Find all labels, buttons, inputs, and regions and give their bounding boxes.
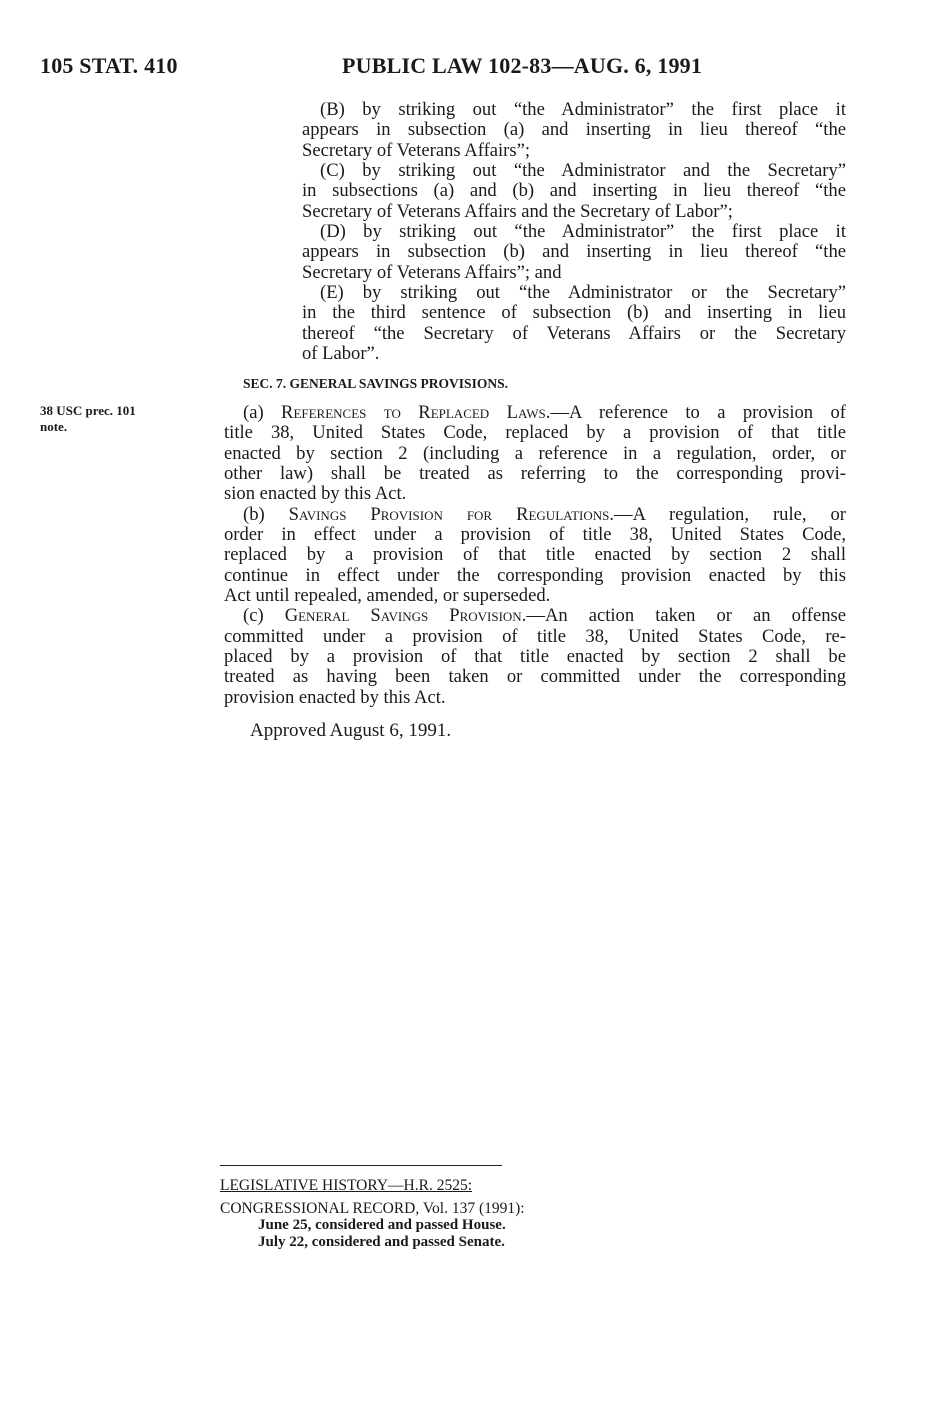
paragraph-heading: Savings Provision for Regulations. (288, 503, 615, 525)
history-entry: July 22, considered and passed Senate. (258, 1233, 505, 1250)
amendment-clauses (302, 100, 846, 364)
paragraph-line: committed under a provision of title 38, United States Code, re- (224, 625, 846, 647)
margin-note-line: 38 USC prec. 101 (40, 403, 136, 418)
paragraph-label: (b) (243, 503, 289, 525)
paragraph-first-line (224, 505, 846, 525)
approval-date: Approved August 6, 1991. (250, 720, 452, 741)
paragraph-first-line (224, 606, 846, 626)
paragraph-text: —A reference to a provision of (550, 402, 846, 423)
paragraph-line: order in effect under a provision of title 38, United States Code, (224, 524, 846, 546)
paragraph-line: replaced by a provision of that title enacted by section 2 shall (224, 544, 846, 566)
paragraph-first-line (224, 403, 846, 423)
margin-note (40, 403, 136, 435)
paragraph-text: —A regulation, rule, or (614, 503, 846, 525)
history-entry: June 25, considered and passed House. (258, 1217, 506, 1233)
amendment-line: Secretary of Veterans Affairs and the Secretary of Labor”; (302, 200, 733, 222)
congressional-record: CONGRESSIONAL RECORD, Vol. 137 (1991): (220, 1199, 525, 1217)
paragraph-line: continue in effect under the corresponding provision enacted by this (224, 564, 846, 586)
amendment-line: (E) by striking out “the Administrator or the Secretary” (320, 282, 846, 304)
page-title: PUBLIC LAW 102-83—AUG. 6, 1991 (342, 53, 703, 78)
paragraph-line: enacted by section 2 (including a reference in a regulation, order, or (224, 442, 846, 464)
legislative-history-title: LEGISLATIVE HISTORY—H.R. 2525: (220, 1177, 473, 1194)
section-heading: SEC. 7. GENERAL SAVINGS PROVISIONS. (243, 376, 508, 391)
amendment-line: in subsections (a) and (b) and inserting in lieu thereof “the (302, 180, 846, 202)
paragraph-line: Act until repealed, amended, or superseded. (224, 585, 551, 607)
paragraph-line: other law) shall be treated as referring to the corresponding provi- (224, 463, 846, 485)
paragraph-heading: References to Replaced Laws. (281, 402, 551, 423)
amendment-line: appears in subsection (a) and inserting in lieu thereof “the (302, 119, 846, 141)
amendment-line: of Labor”. (302, 343, 380, 365)
paragraph-heading: General Savings Provision. (284, 605, 527, 627)
paragraph-line: title 38, United States Code, replaced by a provision of that title (224, 422, 846, 444)
paragraph-text: —An action taken or an offense (526, 605, 847, 627)
amendment-line: thereof “the Secretary of Veterans Affairs or the Secretary (302, 322, 846, 344)
paragraph-line: sion enacted by this Act. (224, 483, 407, 505)
paragraph-line: treated as having been taken or committed under the corresponding (224, 666, 846, 688)
paragraph-line: provision enacted by this Act. (224, 686, 446, 708)
paragraph-label: (a) (243, 402, 282, 423)
amendment-line: (C) by striking out “the Administrator and the Secretary” (320, 160, 846, 182)
amendment-line: Secretary of Veterans Affairs”; (302, 139, 531, 161)
section-body (224, 403, 846, 708)
amendment-line: Secretary of Veterans Affairs”; and (302, 261, 562, 283)
amendment-line: in the third sentence of subsection (b) and inserting in lieu (302, 302, 846, 324)
margin-note-line: note. (40, 419, 68, 434)
legislative-history (220, 1178, 525, 1250)
amendment-line: (D) by striking out “the Administrator” the first place it (320, 221, 846, 243)
footnote-rule (220, 1165, 502, 1166)
paragraph-line: placed by a provision of that title enacted by section 2 shall be (224, 646, 846, 668)
amendment-line: (B) by striking out “the Administrator” the first place it (320, 99, 846, 120)
paragraph-label: (c) (243, 605, 285, 627)
stat-page-number: 105 STAT. 410 (40, 53, 178, 78)
amendment-line: appears in subsection (b) and inserting in lieu thereof “the (302, 241, 846, 263)
